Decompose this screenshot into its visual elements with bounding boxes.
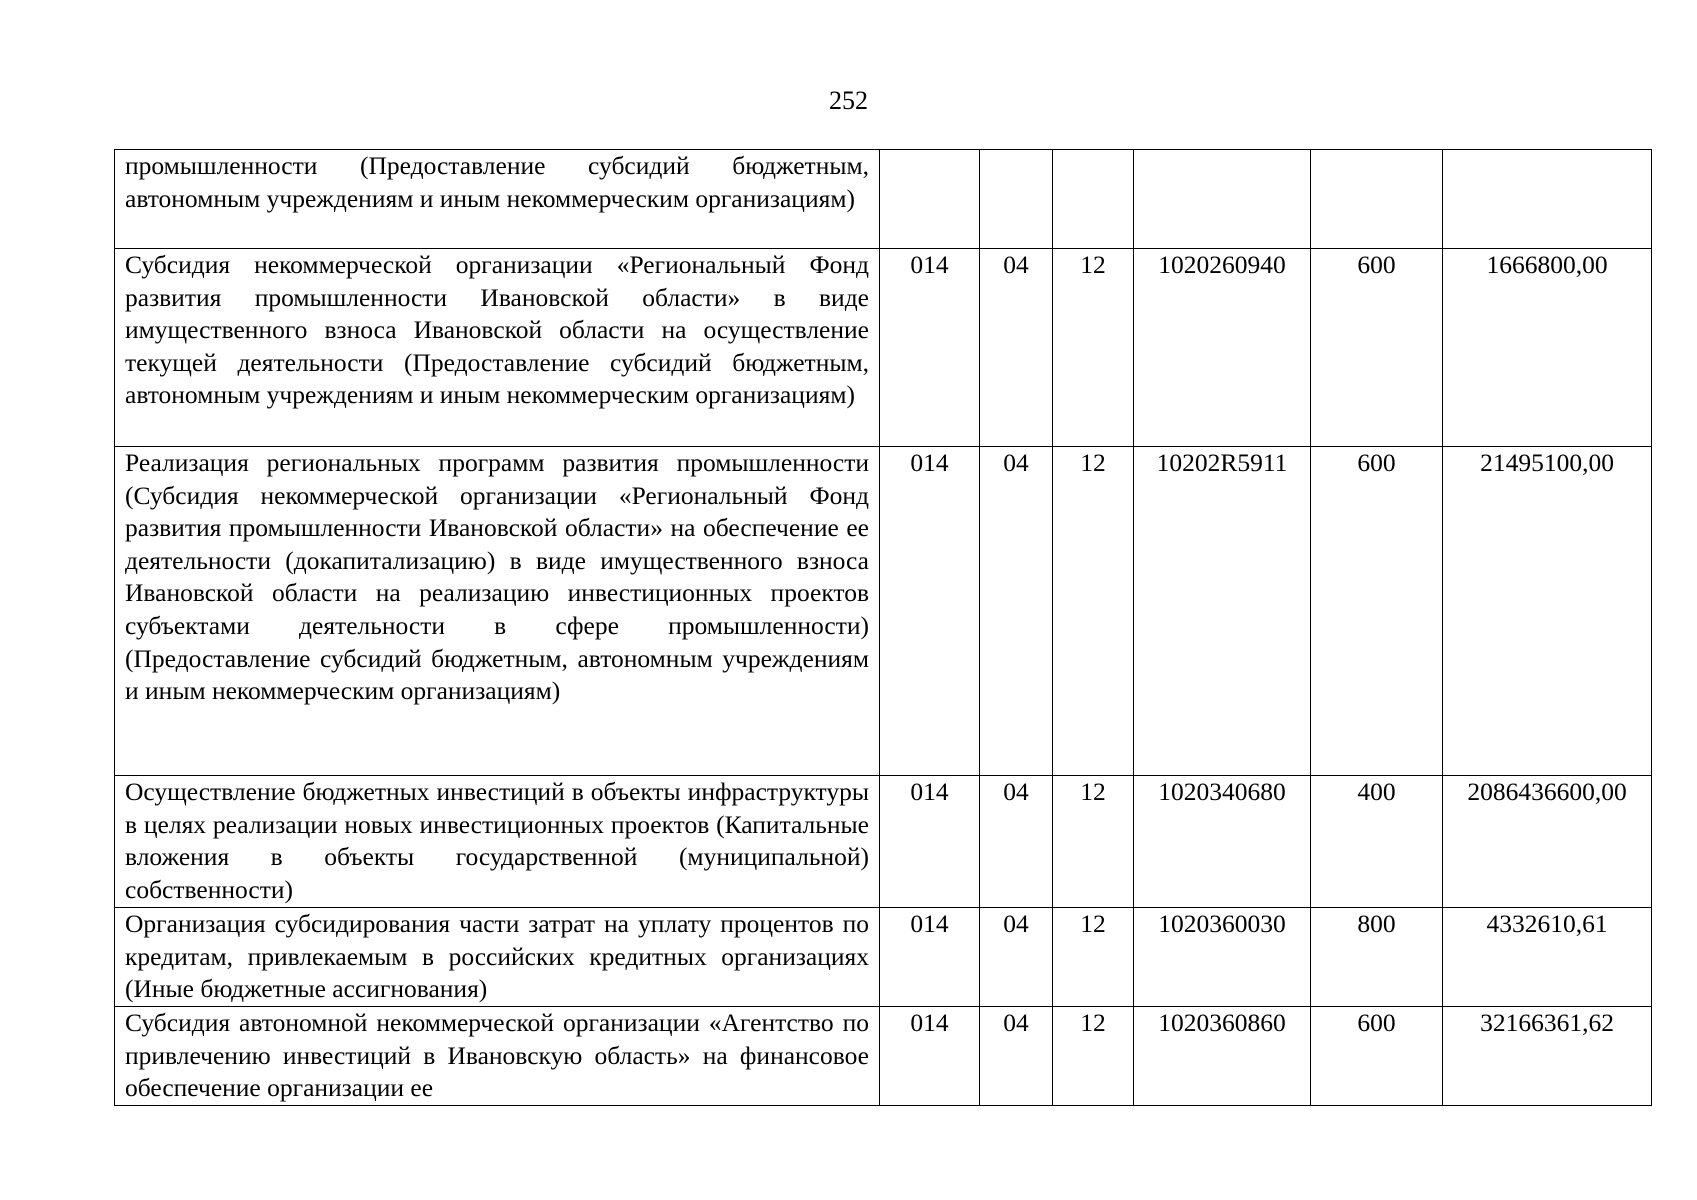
description-cell: Организация субсидирования части затрат на уплату процентов по кредитам, привлекаемым в российских кредитных организациях (Иные бюджетные ассигнования) — [115, 908, 880, 1007]
expense-type-cell: 800 — [1311, 908, 1443, 1007]
amount-cell: 1666800,00 — [1443, 249, 1652, 447]
expense-type-cell: 400 — [1311, 776, 1443, 908]
section-code-cell: 04 — [980, 908, 1053, 1007]
amount-cell: 4332610,61 — [1443, 908, 1652, 1007]
expense-type-cell: 600 — [1311, 447, 1443, 776]
description-cell: промышленности (Предоставление субсидий бюджетным, автономным учреждениям и иным некоммерческим организациям) — [115, 150, 880, 249]
ministry-code-cell: 014 — [880, 249, 980, 447]
subsection-code-cell: 12 — [1053, 908, 1134, 1007]
target-article-cell: 1020360860 — [1134, 1007, 1311, 1106]
ministry-code-cell — [880, 150, 980, 249]
target-article-cell — [1134, 150, 1311, 249]
description-cell: Субсидия автономной некоммерческой организации «Агентство по привлечению инвестиций в Ивановскую область» на финансовое обеспечение организации ее — [115, 1007, 880, 1106]
expense-type-cell — [1311, 150, 1443, 249]
table-row — [115, 1007, 1652, 1106]
target-article-cell: 1020260940 — [1134, 249, 1311, 447]
ministry-code-cell: 014 — [880, 447, 980, 776]
ministry-code-cell: 014 — [880, 776, 980, 908]
description-cell: Субсидия некоммерческой организации «Региональный Фонд развития промышленности Ивановской области» в виде имущественного взноса Ивановской области на осуществление текущей деятельности (Предоставление субсидий бюджетным, автономным учреждениям и иным некоммерческим организациям) — [115, 249, 880, 447]
budget-table — [114, 149, 1652, 1106]
table-row — [115, 447, 1652, 776]
description-cell: Осуществление бюджетных инвестиций в объекты инфраструктуры в целях реализации новых инвестиционных проектов (Капитальные вложения в объекты государственной (муниципальной) собственности) — [115, 776, 880, 908]
subsection-code-cell: 12 — [1053, 447, 1134, 776]
subsection-code-cell: 12 — [1053, 1007, 1134, 1106]
expense-type-cell: 600 — [1311, 1007, 1443, 1106]
table-row — [115, 150, 1652, 249]
table-row — [115, 776, 1652, 908]
amount-cell: 2086436600,00 — [1443, 776, 1652, 908]
ministry-code-cell: 014 — [880, 1007, 980, 1106]
target-article-cell: 1020360030 — [1134, 908, 1311, 1007]
table-row — [115, 249, 1652, 447]
subsection-code-cell — [1053, 150, 1134, 249]
subsection-code-cell: 12 — [1053, 249, 1134, 447]
section-code-cell: 04 — [980, 447, 1053, 776]
section-code-cell: 04 — [980, 776, 1053, 908]
ministry-code-cell: 014 — [880, 908, 980, 1007]
amount-cell — [1443, 150, 1652, 249]
section-code-cell — [980, 150, 1053, 249]
subsection-code-cell: 12 — [1053, 776, 1134, 908]
section-code-cell: 04 — [980, 1007, 1053, 1106]
description-cell: Реализация региональных программ развития промышленности (Субсидия некоммерческой организации «Региональный Фонд развития промышленности Ивановской области» на обеспечение ее деятельности (докапитализацию) в виде имущественного взноса Ивановской области на реализацию инвестиционных проектов субъектами деятельности в сфере промышленности) (Предоставление субсидий бюджетным, автономным учреждениям и иным некоммерческим организациям) — [115, 447, 880, 776]
table-row — [115, 908, 1652, 1007]
amount-cell: 32166361,62 — [1443, 1007, 1652, 1106]
target-article-cell: 10202R5911 — [1134, 447, 1311, 776]
expense-type-cell: 600 — [1311, 249, 1443, 447]
section-code-cell: 04 — [980, 249, 1053, 447]
target-article-cell: 1020340680 — [1134, 776, 1311, 908]
page-number: 252 — [829, 86, 868, 115]
amount-cell: 21495100,00 — [1443, 447, 1652, 776]
